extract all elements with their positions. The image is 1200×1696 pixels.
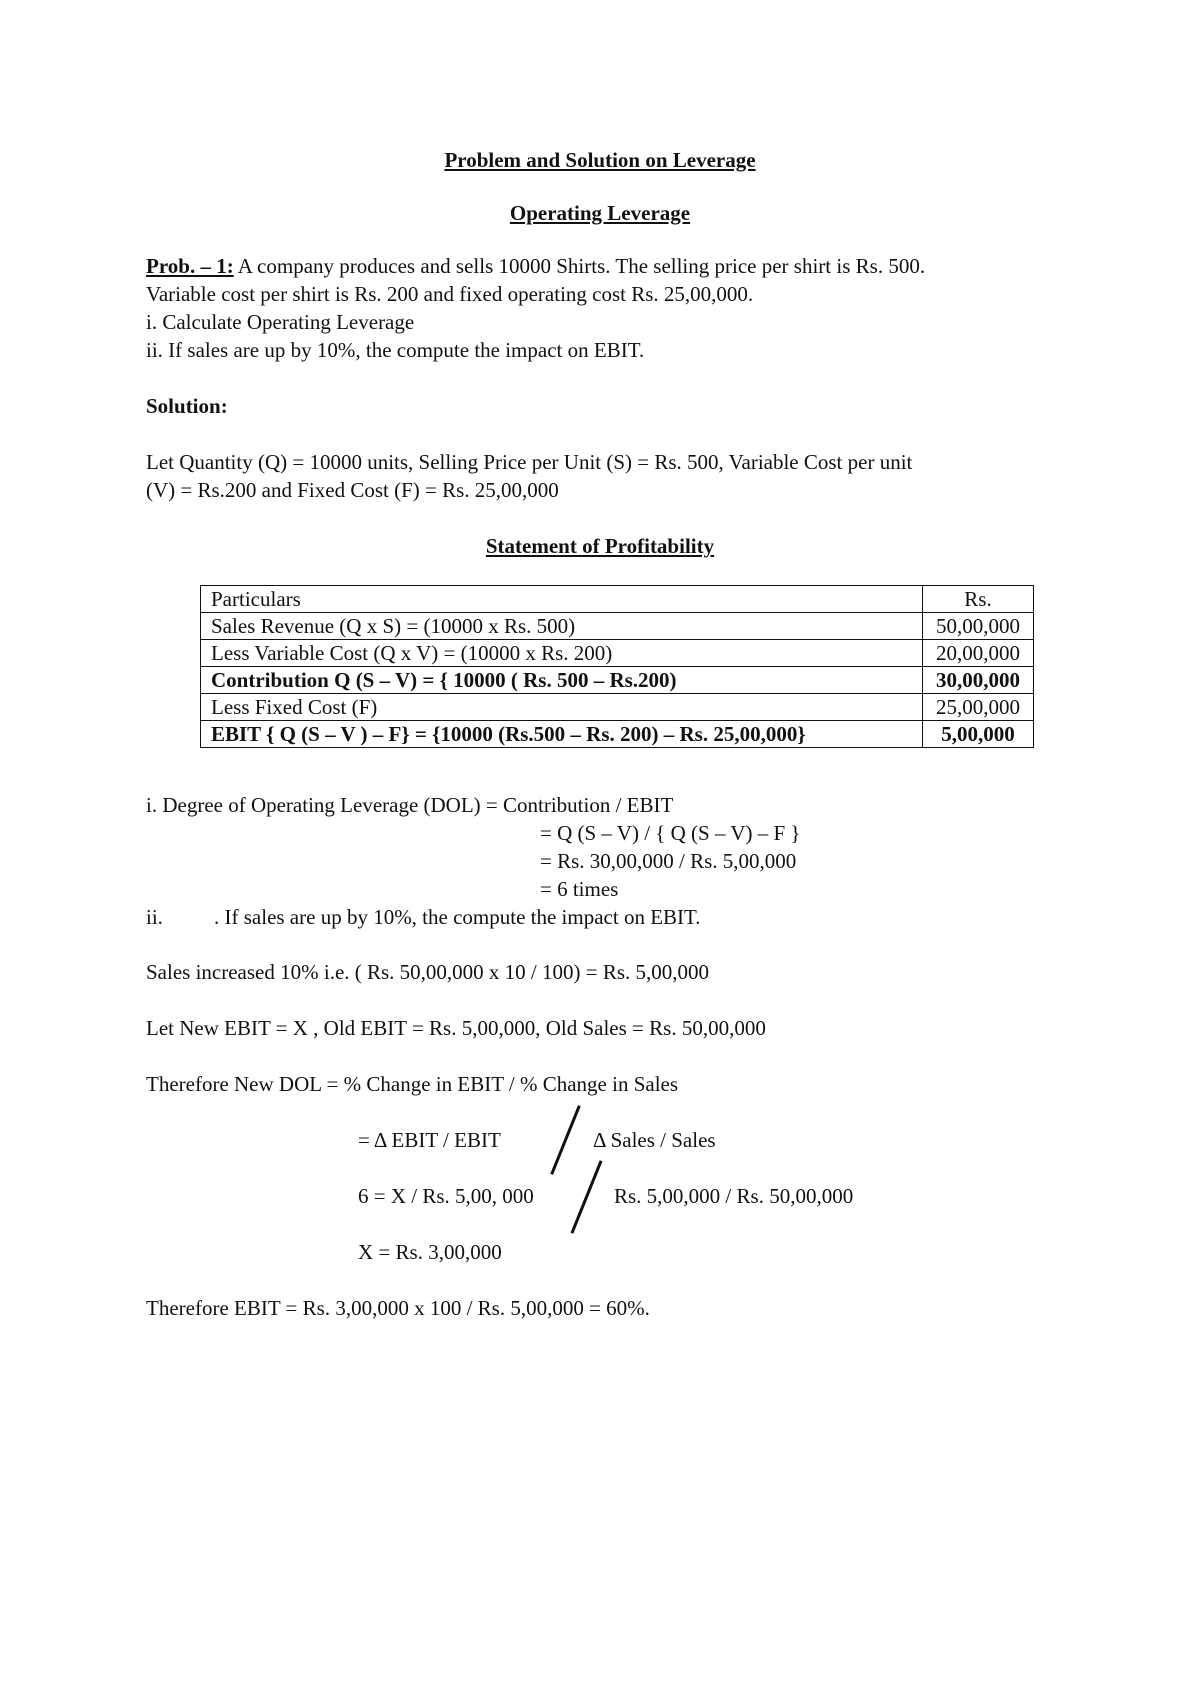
equation-2-left: 6 = X / Rs. 5,00, 000 [358, 1184, 534, 1208]
fraction-slash [550, 1105, 581, 1175]
dol-line-3: = Rs. 30,00,000 / Rs. 5,00,000 [540, 849, 797, 873]
part2-question: . If sales are up by 10%, the compute the impact on EBIT. [214, 905, 701, 929]
statement-title: Statement of Profitability [485, 534, 715, 558]
dol-line-4: = 6 times [540, 877, 619, 901]
table-row [201, 721, 1034, 748]
row-amount: 25,00,000 [923, 694, 1034, 721]
let-new-ebit-line: Let New EBIT = X , Old EBIT = Rs. 5,00,000, Old Sales = Rs. 50,00,000 [146, 1016, 766, 1040]
new-dol-line: Therefore New DOL = % Change in EBIT / % Change in Sales [146, 1072, 679, 1096]
page-title: Problem and Solution on Leverage [444, 148, 756, 172]
problem-label: Prob. – 1: [146, 254, 234, 278]
part2-number: ii. [146, 905, 163, 929]
row-particulars: EBIT { Q (S – V ) – F} = {10000 (Rs.500 – Rs. 200) – Rs. 25,00,000} [201, 721, 923, 748]
problem-question-2: ii. If sales are up by 10%, the compute the impact on EBIT. [146, 338, 645, 362]
row-particulars: Contribution Q (S – V) = { 10000 ( Rs. 500 – Rs.200) [201, 667, 923, 694]
equation-1-left: = Δ EBIT / EBIT [358, 1128, 501, 1152]
solution-heading: Solution: [146, 394, 228, 418]
row-particulars: Sales Revenue (Q x S) = (10000 x Rs. 500) [201, 613, 923, 640]
table-row [201, 613, 1034, 640]
fraction-slash [570, 1160, 602, 1233]
equation-1-right: Δ Sales / Sales [593, 1128, 716, 1152]
dol-line-1: i. Degree of Operating Leverage (DOL) = Contribution / EBIT [146, 793, 674, 817]
table-header-row [201, 586, 1034, 613]
row-particulars: Less Fixed Cost (F) [201, 694, 923, 721]
row-amount: 5,00,000 [923, 721, 1034, 748]
row-amount: 30,00,000 [923, 667, 1034, 694]
dol-line-2: = Q (S – V) / { Q (S – V) – F } [540, 821, 801, 845]
sales-increase-line: Sales increased 10% i.e. ( Rs. 50,00,000 x 10 / 100) = Rs. 5,00,000 [146, 960, 710, 984]
table-row [201, 640, 1034, 667]
row-amount: 50,00,000 [923, 613, 1034, 640]
equation-2-right: Rs. 5,00,000 / Rs. 50,00,000 [614, 1184, 854, 1208]
table-row [201, 667, 1034, 694]
header-amount: Rs. [923, 586, 1034, 613]
section-heading: Operating Leverage [509, 201, 691, 225]
problem-line-1 [146, 256, 925, 277]
header-particulars: Particulars [201, 586, 923, 613]
problem-line-2: Variable cost per shirt is Rs. 200 and fixed operating cost Rs. 25,00,000. [146, 282, 754, 306]
x-value-line: X = Rs. 3,00,000 [358, 1240, 502, 1264]
given-line-1: Let Quantity (Q) = 10000 units, Selling Price per Unit (S) = Rs. 500, Variable Cost per unit [146, 450, 913, 474]
row-particulars: Less Variable Cost (Q x V) = (10000 x Rs. 200) [201, 640, 923, 667]
problem-text: A company produces and sells 10000 Shirts. The selling price per shirt is Rs. 500. [233, 254, 926, 278]
conclusion-line: Therefore EBIT = Rs. 3,00,000 x 100 / Rs. 5,00,000 = 60%. [146, 1296, 650, 1320]
given-line-2: (V) = Rs.200 and Fixed Cost (F) = Rs. 25,00,000 [146, 478, 559, 502]
profitability-table [200, 585, 1034, 748]
table-row [201, 694, 1034, 721]
row-amount: 20,00,000 [923, 640, 1034, 667]
problem-question-1: i. Calculate Operating Leverage [146, 310, 415, 334]
